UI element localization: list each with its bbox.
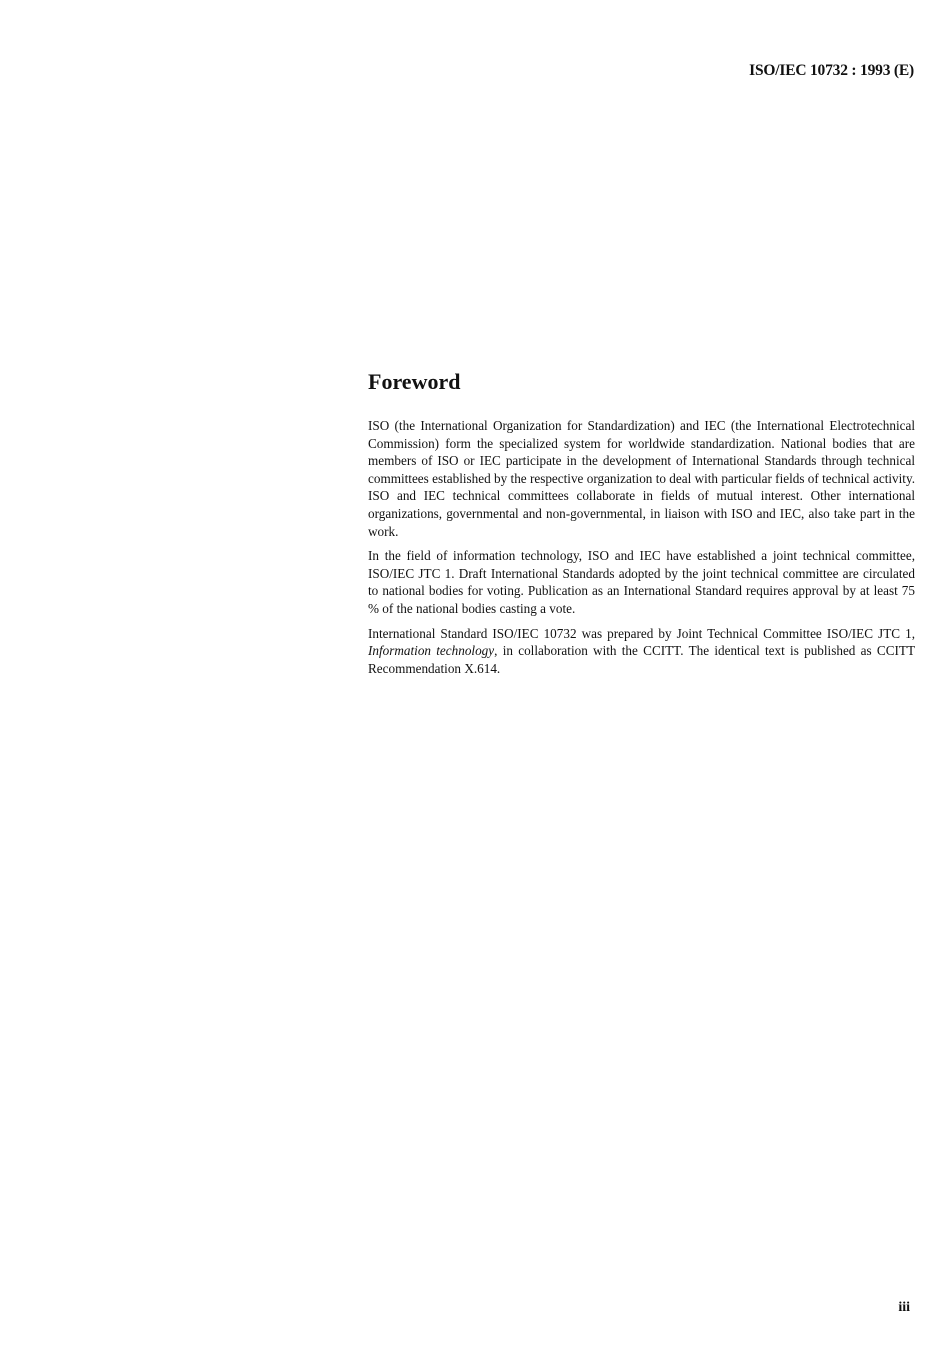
paragraph-3-italic-title: Information technology — [368, 643, 495, 659]
foreword-section — [368, 366, 915, 684]
document-identifier: ISO/IEC 10732 : 1993 (E) — [749, 62, 914, 79]
foreword-paragraph-1: ISO (the International Organization for Standardization) and IEC (the International Electrotechnical Commission) form the specialized system for worldwide standardization. National bodies that are members of ISO or IEC participate in the development of International Standards through technical committees established by the respective organization to deal with particular fields of technical activity. ISO and IEC technical committees collaborate in fields of mutual interest. Other international organizations, governmental and non-governmental, in liaison with ISO and IEC, also take part in the work. — [368, 418, 915, 539]
foreword-paragraph-2: In the field of information technology, ISO and IEC have established a joint technical committee, ISO/IEC JTC 1. Draft International Standards adopted by the joint technical committee are circulated to national bodies for voting. Publication as an International Standard requires approval by at least 75 % of the national bodies casting a vote. — [368, 548, 915, 616]
page-number: iii — [898, 1300, 910, 1315]
foreword-title: Foreword — [368, 369, 461, 394]
foreword-paragraph-3 — [368, 625, 915, 678]
paragraph-3-text-start: International Standard ISO/IEC 10732 was prepared by Joint Technical Committee ISO/IEC JTC 1, — [368, 625, 915, 641]
paragraph-3-text-end: , in collaboration with the CCITT. The identical text is published as CCITT Recommendation X.614. — [368, 643, 915, 676]
